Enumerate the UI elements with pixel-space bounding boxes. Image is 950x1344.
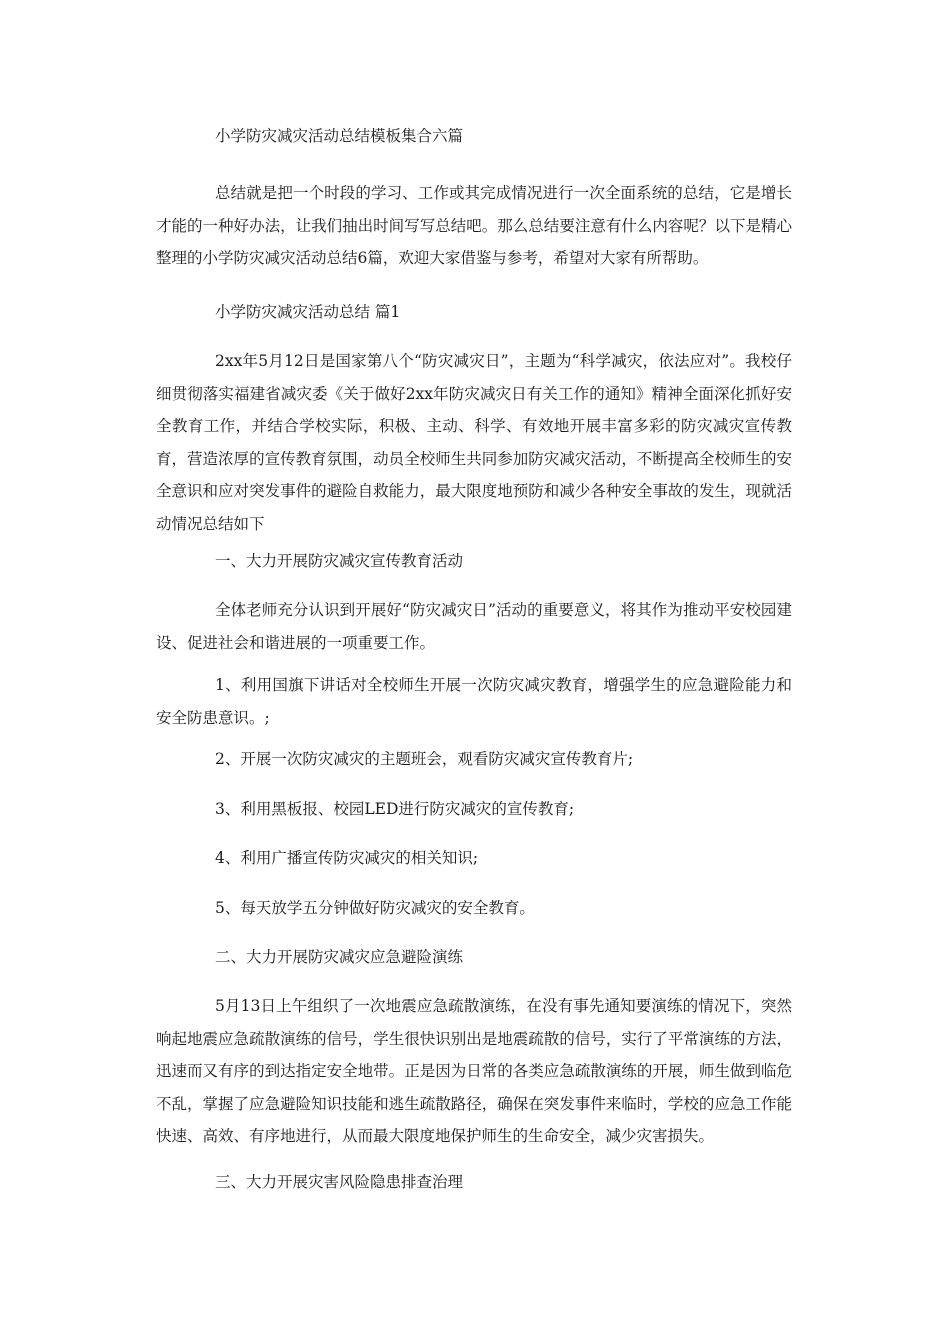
document-title: 小学防灾减灾活动总结模板集合六篇 xyxy=(215,127,464,145)
section-1-item: 2、开展一次防灾减灾的主题班会，观看防灾减灾宣传教育片; xyxy=(215,750,634,768)
section-1-paragraph: 全体老师充分认识到开展好“防灾减灾日”活动的重要意义，将其作为推动平安校园建设、促进社会和谐进展的一项重要工作。 xyxy=(156,601,792,652)
section-1-item: 3、利用黑板报、校园LED进行防灾减灾的宣传教育; xyxy=(215,800,575,818)
section-1-item: 1、利用国旗下讲话对全校师生开展一次防灾减灾教育，增强学生的应急避险能力和安全防患意识。; xyxy=(156,676,792,727)
article-1-heading: 小学防灾减灾活动总结 篇1 xyxy=(215,303,401,321)
section-1-item: 5、每天放学五分钟做好防灾减灾的安全教育。 xyxy=(215,899,535,917)
article-1-paragraph: 2xx年5月12日是国家第八个“防灾减灾日”，主题为“科学减灾，依法应对”。我校仔细贯彻落实福建省减灾委《关于做好2xx年防灾减灾日有关工作的通知》精神全面深化抓好安全教育工作，并结合学校实际，积极、主动、科学、有效地开展丰富多彩的防灾减灾宣传教育，营造浓厚的宣传教育氛围，动员全校师生共同参加防灾减灾活动，不断提高全校师生的安全意识和应对突发事件的避险自救能力，最大限度地预防和减少各种安全事故的发生，现就活动情况总结如下 xyxy=(156,352,792,533)
section-1-item: 4、利用广播宣传防灾减灾的相关知识; xyxy=(215,849,479,867)
intro-paragraph: 总结就是把一个时段的学习、工作或其完成情况进行一次全面系统的总结，它是增长才能的一种好办法，让我们抽出时间写写总结吧。那么总结要注意有什么内容呢？以下是精心整理的小学防灾减灾活动总结6篇，欢迎大家借鉴与参考，希望对大家有所帮助。 xyxy=(156,184,792,268)
section-2-paragraph: 5月13日上午组织了一次地震应急疏散演练，在没有事先通知要演练的情况下，突然响起地震应急疏散演练的信号，学生很快识别出是地震疏散的信号，实行了平常演练的方法，迅速而又有序的到达指定安全地带。正是因为日常的各类应急疏散演练的开展，师生做到临危不乱，掌握了应急避险知识技能和逃生疏散路径，确保在突发事件来临时，学校的应急工作能快速、高效、有序地进行，从而最大限度地保护师生的生命安全，减少灾害损失。 xyxy=(156,997,792,1146)
section-3-heading: 三、大力开展灾害风险隐患排查治理 xyxy=(215,1173,464,1191)
section-2-heading: 二、大力开展防灾减灾应急避险演练 xyxy=(215,948,464,966)
section-1-heading: 一、大力开展防灾减灾宣传教育活动 xyxy=(215,552,464,570)
